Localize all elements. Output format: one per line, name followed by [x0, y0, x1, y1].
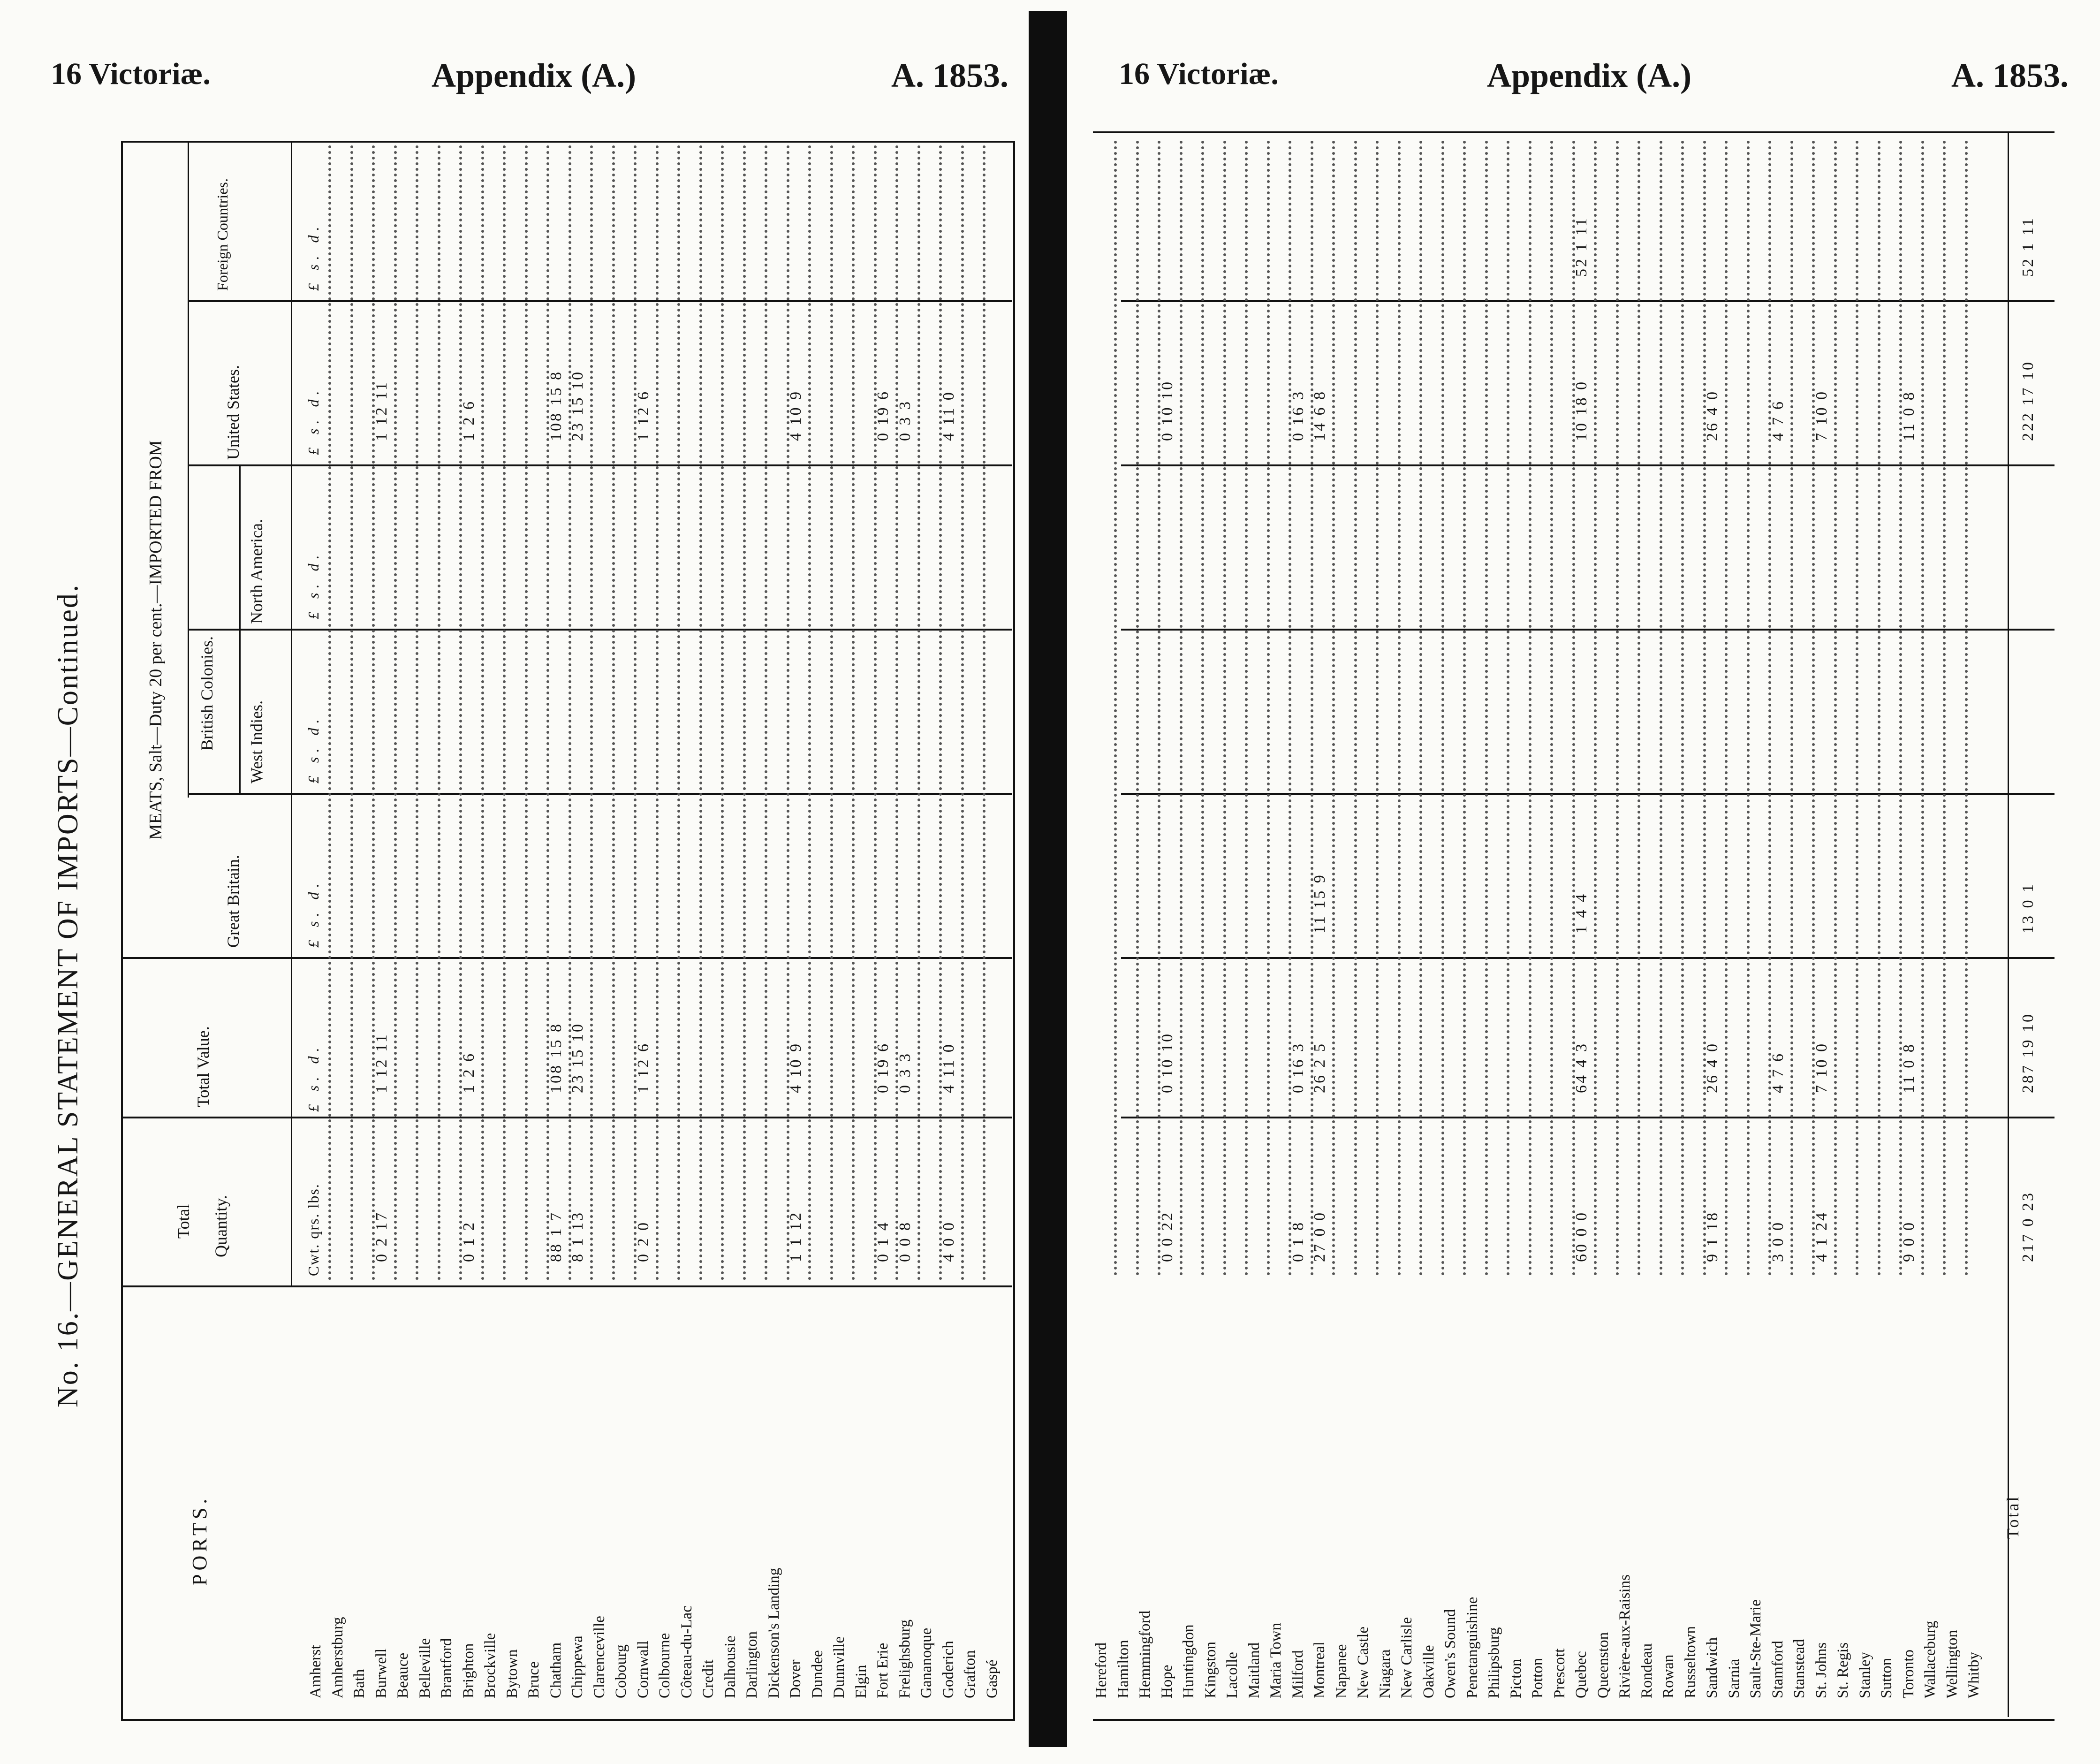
dotted-leader: [1638, 141, 1640, 1276]
dotted-leader: [1180, 141, 1183, 1276]
table-cell-port: Brantford: [438, 1638, 455, 1698]
table-cell-port: Darlington: [743, 1631, 760, 1698]
table-cell-us: 23 15 10: [569, 370, 586, 441]
table-cell-val: 26 2 5: [1311, 1042, 1328, 1093]
table-cell-us: 0 3 3: [896, 400, 914, 441]
table-cell-port: Quebec: [1573, 1651, 1590, 1698]
table-cell-val: 4 7 6: [1769, 1052, 1787, 1093]
dotted-leader: [743, 145, 746, 1281]
table-cell-us: 4 7 6: [1769, 400, 1787, 441]
table-cell-qty: 27 0 0: [1311, 1211, 1328, 1262]
table-cell-port: Hereford: [1093, 1642, 1110, 1698]
dotted-leader: [612, 145, 615, 1281]
right-header-appendix: Appendix (A.): [1487, 57, 1692, 94]
left-col-total-value: Total Value.: [194, 1026, 212, 1107]
table-cell-gb: 11 15 9: [1311, 873, 1328, 934]
dotted-leader: [808, 145, 811, 1281]
table-cell-us: 1 2 6: [460, 400, 478, 441]
table-cell-port: Hemmingford: [1137, 1611, 1153, 1698]
dotted-leader: [1311, 141, 1313, 1276]
table-cell-port: Gaspé: [983, 1659, 1001, 1698]
dotted-leader: [438, 145, 440, 1281]
dotted-leader: [1965, 141, 1968, 1276]
right-total-us: 222 17 10: [2019, 360, 2037, 441]
table-cell-qty: 0 1 4: [874, 1221, 892, 1262]
table-cell-port: Napanee: [1333, 1644, 1350, 1698]
table-cell-port: Dalhousie: [721, 1635, 739, 1698]
right-total-val: 287 19 10: [2019, 1012, 2037, 1093]
table-cell-port: Colbourne: [656, 1633, 673, 1698]
table-cell-port: Oakville: [1420, 1645, 1437, 1698]
left-col-great-britain: Great Britain.: [224, 855, 243, 948]
table-cell-port: Cobourg: [613, 1644, 629, 1698]
table-cell-val: 0 16 3: [1289, 1042, 1307, 1093]
right-header-year: A. 1853.: [1951, 57, 2069, 94]
dotted-leader: [1681, 141, 1684, 1276]
table-cell-us: 0 19 6: [874, 390, 892, 441]
table-cell-qty: 0 0 8: [896, 1221, 914, 1262]
left-header-rule: [121, 1285, 1012, 1287]
table-cell-val: 1 2 6: [460, 1052, 478, 1093]
dotted-leader: [917, 145, 920, 1281]
dotted-leader: [416, 145, 418, 1281]
table-cell-port: Queenston: [1594, 1632, 1612, 1698]
table-cell-port: Bruce: [525, 1661, 542, 1698]
dotted-leader: [1594, 141, 1597, 1276]
dotted-leader: [546, 145, 549, 1281]
table-cell-port: Wellington: [1943, 1630, 1961, 1698]
table-cell-val: 7 10 0: [1812, 1042, 1830, 1093]
table-cell-port: St. Johns: [1812, 1642, 1830, 1698]
left-col-foreign-countries: Foreign Countries.: [214, 178, 231, 291]
table-cell-port: Niagara: [1376, 1649, 1394, 1698]
dotted-leader: [1790, 141, 1793, 1276]
table-cell-us: 11 0 8: [1900, 390, 1918, 441]
table-cell-port: Amherst: [307, 1645, 324, 1698]
dotted-leader: [961, 145, 964, 1281]
table-cell-us: 0 10 10: [1158, 380, 1176, 441]
dotted-leader: [1223, 141, 1226, 1276]
dotted-leader: [1616, 141, 1619, 1276]
right-total-label: Total: [2003, 1495, 2022, 1539]
left-col-north-america: North America.: [247, 519, 266, 624]
dotted-leader: [394, 145, 397, 1281]
table-cell-port: Hope: [1158, 1665, 1175, 1698]
table-cell-port: Clarenceville: [591, 1616, 608, 1698]
table-cell-us: 14 6 8: [1311, 390, 1328, 441]
dotted-leader: [983, 145, 986, 1281]
dotted-leader: [1921, 141, 1924, 1276]
table-cell-port: Burwell: [372, 1648, 390, 1698]
table-cell-qty: 4 0 0: [940, 1221, 957, 1262]
table-cell-port: Prescott: [1551, 1648, 1568, 1698]
dotted-leader: [939, 145, 942, 1281]
table-cell-qty: 8 1 13: [569, 1211, 586, 1262]
left-header-appendix: Appendix (A.): [432, 57, 637, 94]
dotted-leader: [1332, 141, 1335, 1276]
dotted-leader: [1572, 141, 1575, 1276]
table-cell-val: 64 4 3: [1573, 1042, 1590, 1093]
dotted-leader: [830, 145, 833, 1281]
dotted-leader: [1660, 141, 1662, 1276]
table-cell-port: Sault-Ste-Marie: [1747, 1599, 1764, 1698]
dotted-leader: [328, 145, 331, 1281]
table-cell-port: Maria Town: [1267, 1622, 1284, 1698]
dotted-leader: [1747, 141, 1750, 1276]
table-cell-qty: 60 0 0: [1573, 1211, 1590, 1262]
table-cell-port: Hamilton: [1114, 1640, 1132, 1698]
table-cell-port: Chatham: [547, 1642, 564, 1698]
book-spine: [1029, 11, 1067, 1747]
table-cell-val: 23 15 10: [569, 1022, 586, 1093]
right-total-gb: 13 0 1: [2019, 882, 2037, 934]
right-total-fc: 52 1 11: [2019, 216, 2037, 277]
dotted-leader: [787, 145, 789, 1281]
table-cell-port: New Castle: [1355, 1626, 1372, 1698]
table-cell-val: 11 0 8: [1900, 1042, 1918, 1093]
table-cell-us: 108 15 8: [547, 370, 565, 441]
dotted-leader: [1136, 141, 1139, 1276]
table-cell-port: Dundee: [809, 1650, 826, 1698]
table-cell-us: 4 11 0: [940, 390, 957, 441]
table-cell-port: Dover: [787, 1659, 804, 1698]
table-cell-port: Rondeau: [1638, 1643, 1655, 1698]
table-cell-qty: 88 1 7: [547, 1211, 565, 1262]
table-cell-us: 10 18 0: [1573, 380, 1590, 441]
dotted-leader: [1703, 141, 1706, 1276]
dotted-leader: [350, 145, 353, 1281]
right-header-session: 16 Victoriæ.: [1119, 57, 1279, 91]
table-cell-port: Sutton: [1878, 1658, 1895, 1698]
table-cell-port: Kingston: [1202, 1641, 1219, 1698]
table-cell-fc: 52 1 11: [1573, 216, 1590, 277]
dotted-leader: [459, 145, 462, 1281]
dotted-leader: [1441, 141, 1444, 1276]
table-cell-port: Montreal: [1311, 1642, 1328, 1698]
table-cell-port: Bytown: [503, 1649, 521, 1698]
table-cell-port: Picton: [1507, 1658, 1524, 1698]
dotted-leader: [372, 145, 375, 1281]
table-cell-port: Toronto: [1900, 1649, 1917, 1698]
dotted-leader: [1834, 141, 1837, 1276]
table-cell-port: Brockville: [482, 1633, 499, 1698]
dotted-leader: [634, 145, 637, 1281]
dotted-leader: [1245, 141, 1248, 1276]
table-cell-us: 7 10 0: [1812, 390, 1830, 441]
table-cell-port: Brighton: [460, 1643, 477, 1698]
table-cell-val: 4 11 0: [940, 1042, 957, 1093]
table-cell-port: Côteau-du-Lac: [678, 1605, 695, 1698]
table-cell-port: Rivière-aux-Raisins: [1616, 1574, 1633, 1698]
table-cell-port: Dunnville: [831, 1636, 848, 1698]
dotted-leader: [1354, 141, 1357, 1276]
table-cell-val: 108 15 8: [547, 1022, 565, 1093]
table-cell-us: 4 10 9: [787, 390, 804, 441]
dotted-leader: [699, 145, 702, 1281]
table-cell-port: Wallaceburg: [1922, 1620, 1939, 1698]
table-cell-us: 0 16 3: [1289, 390, 1307, 441]
table-cell-port: Milford: [1289, 1650, 1306, 1698]
table-cell-qty: 0 1 8: [1289, 1221, 1307, 1262]
left-col-british-colonies: British Colonies.: [197, 636, 216, 751]
dotted-leader: [1768, 141, 1771, 1276]
table-cell-val: 4 10 9: [787, 1042, 804, 1093]
table-cell-port: Dickenson's Landing: [765, 1567, 782, 1698]
table-cell-us: 1 12 11: [372, 380, 390, 441]
dotted-leader: [1529, 141, 1531, 1276]
table-cell-port: Lacolle: [1224, 1652, 1241, 1698]
dotted-leader: [1289, 141, 1291, 1276]
table-cell-val: 1 12 11: [372, 1033, 390, 1093]
table-cell-gb: 1 4 4: [1573, 892, 1590, 934]
table-cell-port: Stanstead: [1791, 1639, 1808, 1698]
table-cell-qty: 0 2 0: [634, 1221, 652, 1262]
dotted-leader: [895, 145, 898, 1281]
table-cell-port: Cornwall: [634, 1641, 652, 1698]
dotted-leader: [1878, 141, 1880, 1276]
table-cell-port: Huntingdon: [1180, 1624, 1197, 1698]
table-cell-qty: 0 2 17: [372, 1211, 390, 1262]
table-cell-qty: 0 1 2: [460, 1221, 478, 1262]
left-col-quantity-1: Total: [174, 1204, 193, 1239]
left-col-quantity-2: Quantity.: [212, 1195, 230, 1257]
table-cell-qty: 1 1 12: [787, 1211, 804, 1262]
table-cell-us: 26 4 0: [1704, 390, 1721, 441]
dotted-leader: [1485, 141, 1488, 1276]
table-cell-qty: 3 0 0: [1769, 1221, 1787, 1262]
left-header-session: 16 Victoriæ.: [51, 57, 211, 91]
dotted-leader: [1398, 141, 1401, 1276]
dotted-leader: [1899, 141, 1902, 1276]
table-cell-val: 0 10 10: [1158, 1032, 1176, 1093]
left-page-title: No. 16.—GENERAL STATEMENT OF IMPORTS—Continued.: [52, 583, 84, 1407]
dotted-leader: [525, 145, 528, 1281]
table-cell-port: Belleville: [416, 1638, 433, 1698]
table-cell-port: Frelighsburg: [896, 1619, 913, 1698]
dotted-leader: [677, 145, 680, 1281]
table-cell-port: Gananoque: [918, 1627, 935, 1698]
dotted-leader: [1267, 141, 1270, 1276]
dotted-leader: [1725, 141, 1728, 1276]
dotted-leader: [1943, 141, 1946, 1276]
dotted-leader: [765, 145, 767, 1281]
table-cell-port: Chippewa: [569, 1635, 586, 1698]
dotted-leader: [1158, 141, 1160, 1276]
left-col-ports: PORTS.: [188, 1495, 211, 1586]
table-cell-qty: 0 0 22: [1158, 1211, 1176, 1262]
table-cell-qty: 4 1 24: [1812, 1211, 1830, 1262]
dotted-leader: [874, 145, 877, 1281]
table-cell-port: Sarnia: [1725, 1658, 1743, 1698]
table-cell-port: Rowan: [1660, 1654, 1677, 1698]
table-cell-port: Fort Erie: [874, 1642, 891, 1698]
dotted-leader: [1463, 141, 1466, 1276]
dotted-leader: [1419, 141, 1422, 1276]
dotted-leader: [503, 145, 506, 1281]
left-col-west-indies: West Indies.: [247, 700, 266, 783]
table-cell-port: Philipsburg: [1486, 1627, 1502, 1698]
dotted-leader: [1856, 141, 1858, 1276]
table-cell-port: Stanley: [1856, 1652, 1873, 1698]
dotted-leader: [656, 145, 659, 1281]
table-cell-qty: 9 1 18: [1704, 1211, 1721, 1262]
table-cell-port: Penetanguishine: [1463, 1597, 1481, 1698]
table-cell-val: 0 3 3: [896, 1052, 914, 1093]
table-cell-port: New Carlisle: [1398, 1617, 1415, 1698]
dotted-leader: [1550, 141, 1553, 1276]
table-cell-port: Credit: [700, 1659, 717, 1698]
dotted-leader: [1201, 141, 1204, 1276]
table-cell-port: Goderich: [940, 1641, 957, 1698]
left-col-united-states: United States.: [224, 365, 243, 460]
table-cell-qty: 9 0 0: [1900, 1221, 1918, 1262]
table-cell-port: Stamford: [1769, 1641, 1786, 1698]
right-total-qty: 217 0 23: [2019, 1191, 2037, 1262]
table-cell-val: 1 12 6: [634, 1042, 652, 1093]
table-cell-port: Owen's Sound: [1442, 1609, 1459, 1698]
dotted-leader: [721, 145, 724, 1281]
table-cell-val: 26 4 0: [1704, 1042, 1721, 1093]
table-cell-val: 0 19 6: [874, 1042, 892, 1093]
table-cell-port: Amherstburg: [329, 1617, 346, 1698]
dotted-leader: [1507, 141, 1509, 1276]
table-cell-port: Maitland: [1245, 1642, 1263, 1698]
left-section-heading: MEATS, Salt—Duty 20 per cent.—IMPORTED FROM: [146, 440, 166, 840]
dotted-leader: [590, 145, 593, 1281]
table-cell-us: 1 12 6: [634, 390, 652, 441]
dotted-leader: [569, 145, 571, 1281]
dotted-leader: [481, 145, 484, 1281]
table-cell-port: Beauce: [394, 1652, 411, 1698]
dotted-leader: [852, 145, 855, 1281]
table-cell-port: St. Regis: [1835, 1642, 1851, 1698]
table-cell-port: Potton: [1529, 1658, 1546, 1698]
table-cell-port: Whitby: [1965, 1652, 1982, 1698]
left-header-year: A. 1853.: [891, 57, 1008, 94]
dotted-leader: [1812, 141, 1815, 1276]
dotted-leader: [1114, 141, 1117, 1276]
table-cell-port: Russeltown: [1682, 1626, 1699, 1698]
table-cell-port: Sandwich: [1704, 1637, 1721, 1698]
table-cell-port: Bath: [351, 1669, 368, 1698]
table-cell-port: Elgin: [852, 1665, 870, 1698]
dotted-leader: [1376, 141, 1379, 1276]
table-cell-port: Grafton: [962, 1650, 978, 1698]
